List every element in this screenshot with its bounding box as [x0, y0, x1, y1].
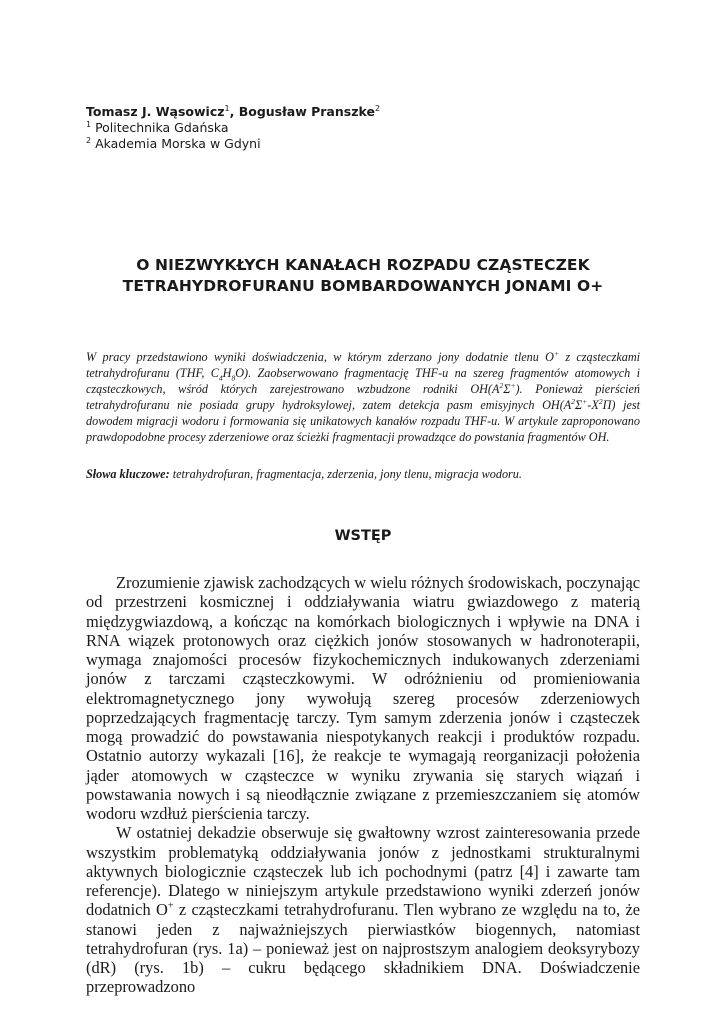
abstract-text-7: Σ [574, 398, 583, 413]
affiliation-1 [86, 120, 380, 136]
abstract-sup-4: 2 [571, 397, 575, 407]
abstract-text-3: H [222, 366, 232, 381]
paragraph-2-text-2: z cząsteczkami tetrahydrofuranu. Tlen wybrano ze względu na to, że stanowi jeden z najważniejszych pierwiastków biogennych, natomiast tetrahydrofuran (rys. 1a) – ponieważ jest on najprostszym analogiem deoksyrybozy (dR) (rys. 1b) – cukru będącego składnikiem DNA. Doświadczenie przeprowadzono [86, 900, 640, 997]
abstract-sub-2: 8 [231, 373, 236, 383]
section-heading: WSTĘP [334, 528, 392, 544]
author-2-affiliation-mark: 2 [374, 103, 381, 113]
affiliation-2 [86, 136, 380, 152]
paragraph-2-sup-1: + [167, 900, 174, 912]
affiliation-2-mark: 2 [86, 135, 92, 145]
paper-title [60, 255, 666, 297]
paper-title-line-1: O NIEZWYKŁYCH KANAŁACH ROZPADU CZĄSTECZEK [136, 256, 590, 274]
keywords-text: tetrahydrofuran, fragmentacja, zderzenia, jony tlenu, migracja wodoru. [169, 467, 522, 481]
author-1-affiliation-mark: 1 [224, 103, 230, 113]
abstract-text-2: z cząsteczkami tetrahydrofuranu (THF, C [86, 350, 641, 381]
abstract-sub-1: 4 [218, 373, 223, 383]
abstract-text-8: -X [587, 398, 599, 413]
keywords-label: Słowa kluczowe: [86, 467, 170, 481]
abstract-sup-6: 2 [598, 397, 603, 407]
author-1-name: Tomasz J. Wąsowicz [86, 104, 225, 119]
abstract-text-1: W pracy przedstawiono wyniki doświadczenia, w którym zderzano jony dodatnie tlenu O [86, 350, 554, 364]
affiliation-2-text: Akademia Morska w Gdyni [91, 136, 261, 151]
keywords [86, 466, 640, 482]
abstract-sup-1: + [553, 348, 559, 358]
paragraph-2-text-1: W ostatniej dekadzie obserwuje się gwałtowny wzrost zainteresowania przede wszystkim problematyką oddziaływania jonów z jednostkami strukturalnymi aktywnych biologicznie cząsteczek lub ich pochodnymi (patrz [4] i zawarte tam referencje). Dlatego w niniejszym artykule przedstawiono wyniki zderzeń jonów dodatnich O [86, 823, 640, 920]
abstract-text-9: Π) jest dowodem migracji wodoru i formowania się unikatowych kanałów rozpadu THF-u. W artykule zaproponowano prawdopodobne procesy zderzeniowe oraz ścieżki fragmentacji prowadzące do powstania fragmentów OH. [86, 398, 640, 445]
abstract-text-6: ). Ponieważ pierścień tetrahydrofuranu nie posiada grupy hydroksylowej, zatem detekcja pasm emisyjnych OH(A [86, 382, 640, 413]
author-names [86, 104, 380, 120]
abstract-text-5: Σ [503, 382, 511, 397]
paragraph-1: Zrozumienie zjawisk zachodzących w wielu różnych środowiskach, poczynając od przestrzeni kosmicznej i oddziaływania wiatru gwiazdowego z materią międzygwiazdową, a kończąc na komórkach biologicznych i wpływie na DNA i RNA wiązek protonowych oraz ciężkich jonów stosowanych w hadronoterapii, wymaga znajomości procesów fizykochemicznych indukowanych zderzeniami jonów z tarczami cząsteczkowymi. W odróżnieniu od promieniowania elektromagnetycznego jony wywołują szereg procesów zderzeniowych poprzedzających fragmentację tarczy. Tym samym zderzenia jonów i cząsteczek mogą prowadzić do powstawania niespotykanych reakcji i produktów rozpadu. Ostatnio autorzy wykazali [16], że reakcje te wymagają reorganizacji położenia jąder atomowych w cząsteczce w wyniku zrywania się starych wiązań i powstawania nowych i są nieodłącznie związane z przemieszczaniem się atomów wodoru wzdłuż pierścienia tarczy. [86, 573, 640, 823]
author-2-name: Bogusław Pranszke [238, 104, 375, 119]
body-text [86, 573, 640, 997]
paper-title-line-2: TETRAHYDROFURANU BOMBARDOWANYCH JONAMI O+ [122, 277, 604, 295]
abstract [86, 349, 640, 446]
abstract-sup-5: + [582, 397, 588, 407]
affiliation-1-mark: 1 [86, 119, 92, 129]
affiliation-1-text: Politechnika Gdańska [91, 120, 229, 135]
author-separator: , [229, 104, 239, 119]
abstract-sup-2: 2 [499, 381, 504, 391]
abstract-sup-3: + [510, 381, 516, 391]
abstract-text-4: O). Zaobserwowano fragmentację THF-u na szereg fragmentów atomowych i cząsteczkowych, wśród których zarejestrowano wzbudzone rodniki OH(A [86, 366, 640, 397]
author-block [86, 104, 380, 152]
paragraph-2 [86, 823, 640, 996]
